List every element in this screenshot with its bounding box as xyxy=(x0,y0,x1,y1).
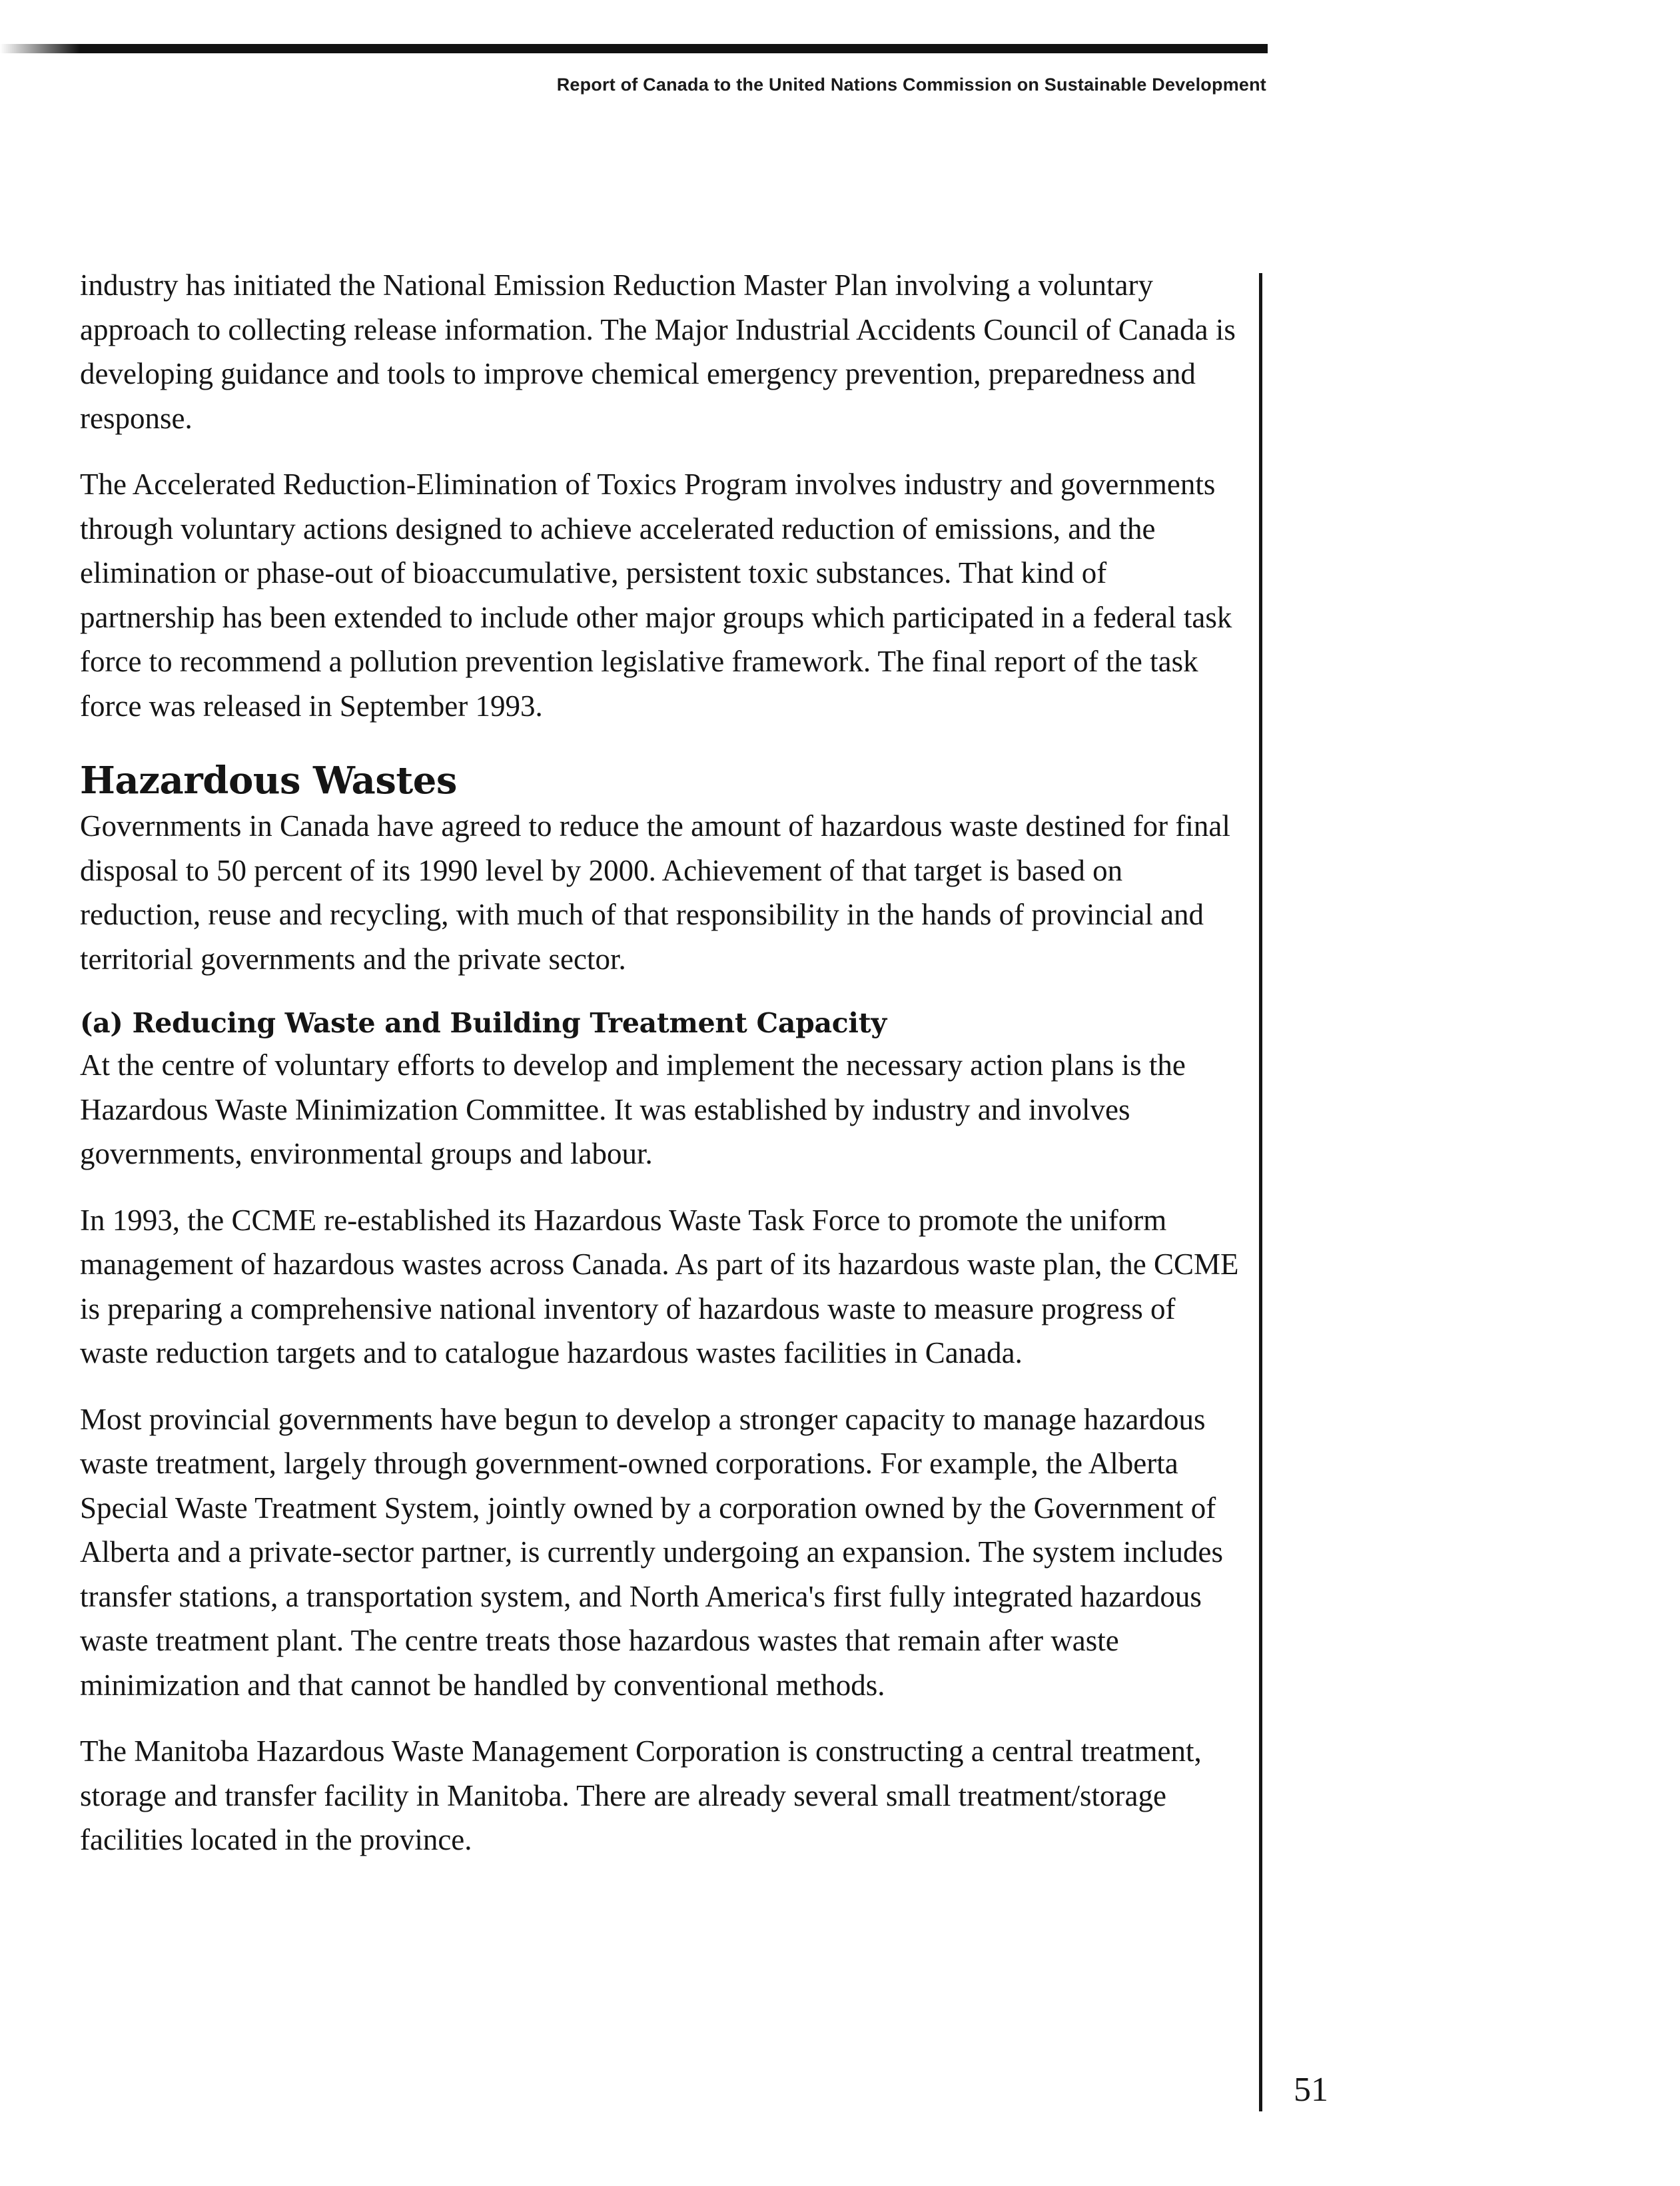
page-number: 51 xyxy=(1294,2071,1328,2109)
section-heading: Hazardous Wastes xyxy=(80,759,457,803)
header-rule-fade xyxy=(0,44,80,53)
paragraph: At the centre of voluntary efforts to develop and implement the necessary action plans is the Hazardous Waste Minimization Committee. It was established by industry and involves governments, environmental groups and labour. xyxy=(80,1048,1186,1170)
page-body xyxy=(80,263,1239,1884)
subsection-heading: (a) Reducing Waste and Building Treatment Capacity xyxy=(80,1007,887,1039)
paragraph: The Manitoba Hazardous Waste Management Corporation is constructing a central treatment, storage and transfer facility in Manitoba. There are already several small treatment/storage facilities located in the province. xyxy=(80,1734,1202,1856)
header-rule xyxy=(20,44,1268,53)
paragraph: Governments in Canada have agreed to reduce the amount of hazardous waste destined for final disposal to 50 percent of its 1990 level by 2000. Achievement of that target is based on reduction, reuse and recycling, with much of that responsibility in the hands of provincial and territorial governments and the private sector. xyxy=(80,809,1230,976)
paragraph: Most provincial governments have begun to develop a stronger capacity to manage hazardous waste treatment, largely through government-owned corporations. For example, the Alberta Special Waste Treatment System, jointly owned by a corporation owned by the Government of Alberta and a private-sector partner, is currently undergoing an expansion. The system includes transfer stations, a transportation system, and North America's first fully integrated hazardous waste treatment plant. The centre treats those hazardous wastes that remain after waste minimization and that cannot be handled by conventional methods. xyxy=(80,1402,1223,1702)
paragraph: The Accelerated Reduction-Elimination of Toxics Program involves industry and governments through voluntary actions designed to achieve accelerated reduction of emissions, and the elimination or phase-out of bioaccumulative, persistent toxic substances. That kind of partnership has been extended to include other major groups which participated in a federal task force to recommend a pollution prevention legislative framework. The final report of the task force was released in September 1993. xyxy=(80,468,1232,723)
margin-rule xyxy=(1259,273,1262,2111)
paragraph: industry has initiated the National Emission Reduction Master Plan involving a voluntary approach to collecting release information. The Major Industrial Accidents Council of Canada is developing guidance and tools to improve chemical emergency prevention, preparedness and response. xyxy=(80,268,1236,435)
running-header: Report of Canada to the United Nations Commission on Sustainable Development xyxy=(556,75,1266,95)
paragraph: In 1993, the CCME re-established its Hazardous Waste Task Force to promote the uniform management of hazardous wastes across Canada. As part of its hazardous waste plan, the CCME is preparing a comprehensive national inventory of hazardous waste to measure progress of waste reduction targets and to catalogue hazardous wastes facilities in Canada. xyxy=(80,1203,1239,1369)
